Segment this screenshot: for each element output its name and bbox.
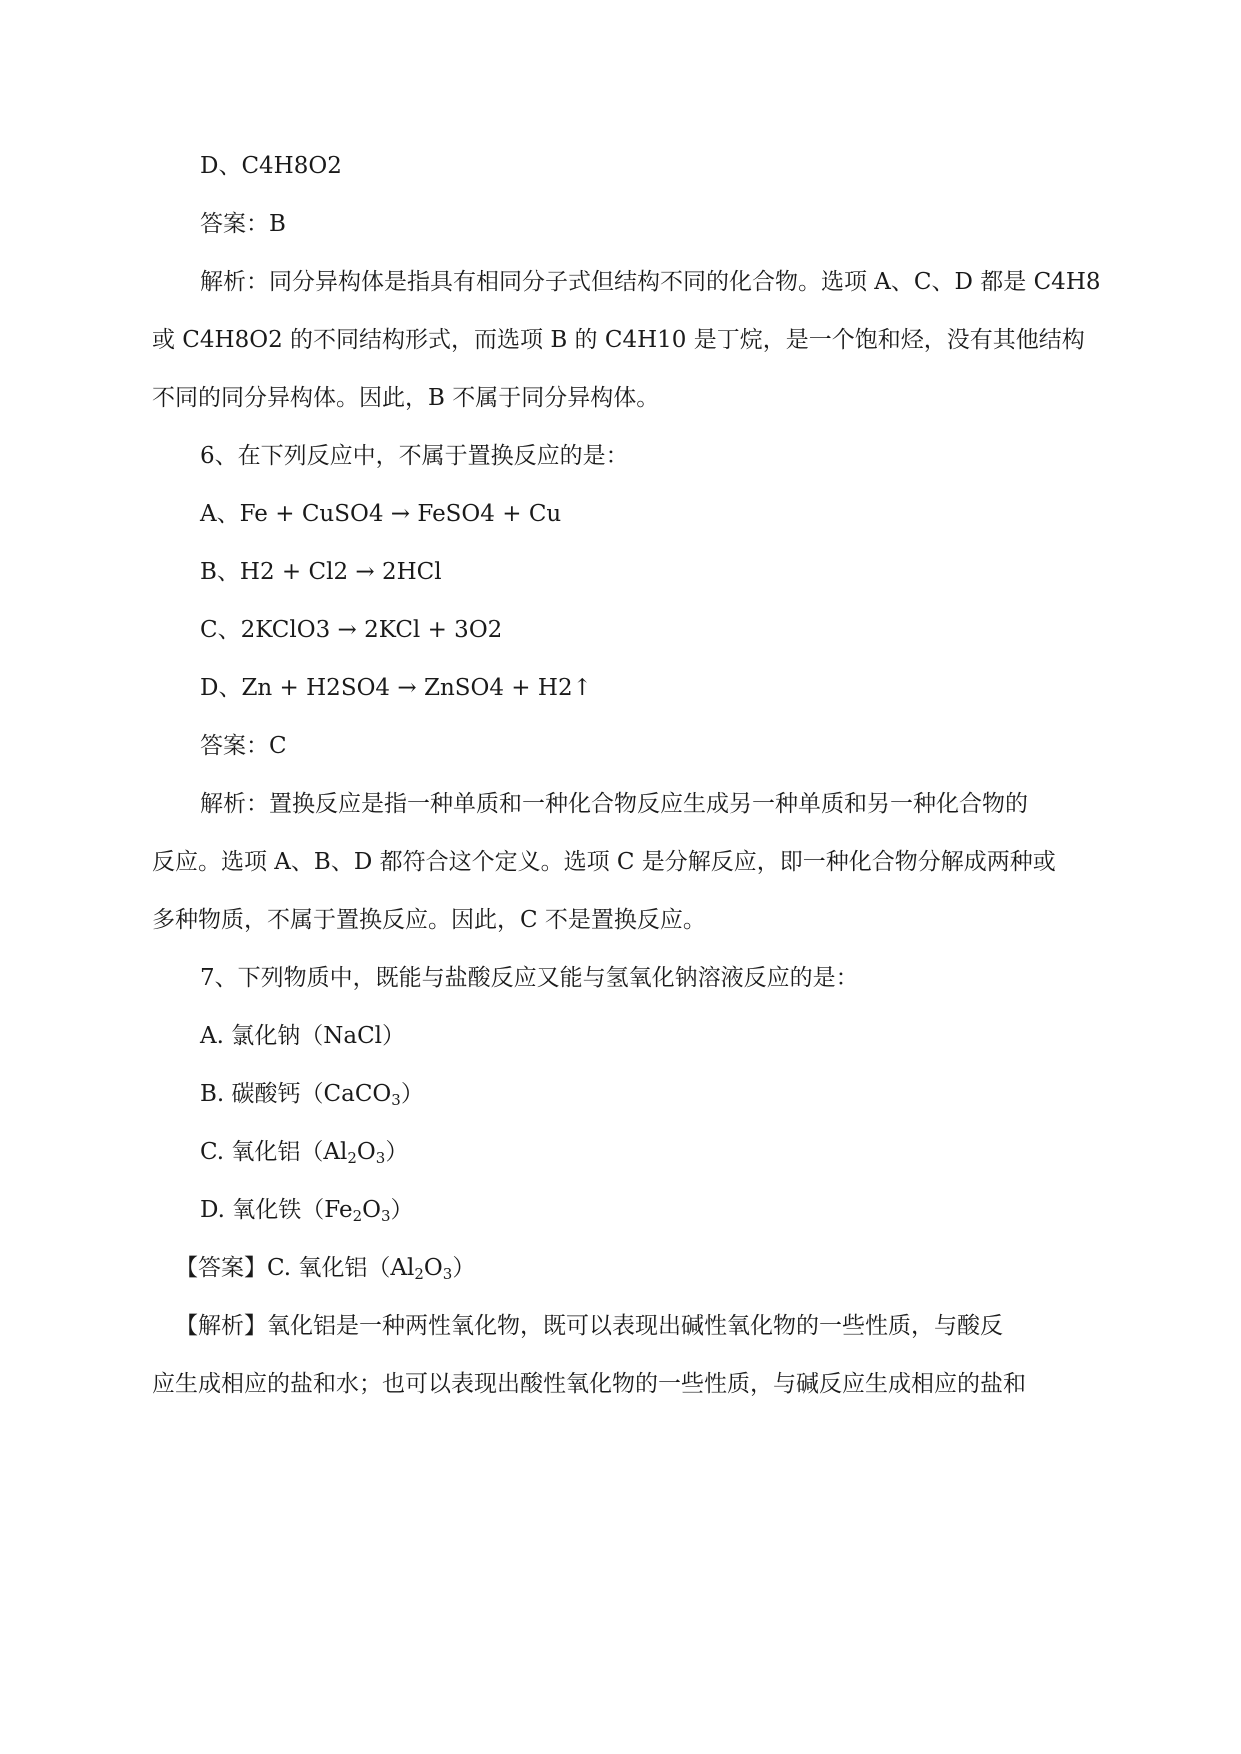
q7-option-b-text: B. 碳酸钙（CaCO (200, 1081, 392, 1107)
q6-explanation-line-3: 多种物质，不属于置换反应。因此，C 不是置换反应。 (152, 907, 706, 933)
q5-explanation-line-1: 解析：同分异构体是指具有相同分子式但结构不同的化合物。选项 A、C、D 都是 C4H8 (200, 269, 1101, 295)
q5-explanation-line-2: 或 C4H8O2 的不同结构形式，而选项 B 的 C4H10 是丁烷，是一个饱和烃，没有其他结构 (152, 327, 1085, 353)
q7-option-b-close: ） (400, 1081, 424, 1107)
q7-option-c (200, 1137, 408, 1167)
q7-option-d-text: D. 氧化铁（Fe (200, 1197, 353, 1223)
q7-option-a-text: A. 氯化钠（NaCl） (200, 1023, 406, 1049)
q7-answer-close: ） (452, 1255, 476, 1281)
q5-explanation-line-3: 不同的同分异构体。因此，B 不属于同分异构体。 (152, 385, 660, 411)
q7-option-b-subscript: 3 (391, 1091, 401, 1109)
q5-answer: 答案：B (200, 211, 286, 237)
q7-option-c-text: C. 氧化铝（Al (200, 1139, 348, 1165)
q7-answer-oxygen: O (423, 1255, 443, 1281)
q7-option-c-oxygen: O (356, 1139, 376, 1165)
q7-option-c-subscript-2: 3 (375, 1149, 386, 1167)
q7-option-c-subscript-1: 2 (347, 1149, 357, 1167)
q7-answer-text: 【答案】C. 氧化铝（Al (175, 1255, 415, 1281)
q6-answer: 答案：C (200, 733, 287, 759)
q6-option-d: D、Zn + H2SO4 → ZnSO4 + H2↑ (200, 675, 592, 701)
q7-option-d-subscript-2: 3 (380, 1207, 391, 1225)
q7-option-b (200, 1079, 424, 1109)
q6-question: 6、在下列反应中，不属于置换反应的是： (200, 443, 629, 469)
q7-answer-subscript-1: 2 (414, 1265, 424, 1283)
q6-option-c: C、2KClO3 → 2KCl + 3O2 (200, 617, 503, 643)
q6-option-a: A、Fe + CuSO4 → FeSO4 + Cu (200, 501, 562, 527)
q7-explanation-line-2: 应生成相应的盐和水；也可以表现出酸性氧化物的一些性质，与碱反应生成相应的盐和 (152, 1371, 1026, 1397)
q5-option-d: D、C4H8O2 (200, 153, 342, 179)
q7-option-d-oxygen: O (362, 1197, 381, 1223)
q6-option-b: B、H2 + Cl2 → 2HCl (200, 559, 442, 585)
q7-option-c-close: ） (385, 1139, 409, 1165)
q7-answer (175, 1253, 475, 1283)
q7-option-d (200, 1195, 414, 1225)
q7-option-a (200, 1021, 405, 1051)
q7-option-d-subscript-1: 2 (352, 1207, 363, 1225)
q6-explanation-line-2: 反应。选项 A、B、D 都符合这个定义。选项 C 是分解反应，即一种化合物分解成两种或 (152, 849, 1056, 875)
q7-option-d-close: ） (390, 1197, 414, 1223)
q7-answer-subscript-2: 3 (442, 1265, 453, 1283)
q6-explanation-line-1: 解析：置换反应是指一种单质和一种化合物反应生成另一种单质和另一种化合物的 (200, 791, 1028, 817)
q7-question: 7、下列物质中，既能与盐酸反应又能与氢氧化钠溶液反应的是： (200, 965, 859, 991)
q7-explanation-line-1: 【解析】氧化铝是一种两性氧化物，既可以表现出碱性氧化物的一些性质，与酸反 (175, 1313, 1003, 1339)
